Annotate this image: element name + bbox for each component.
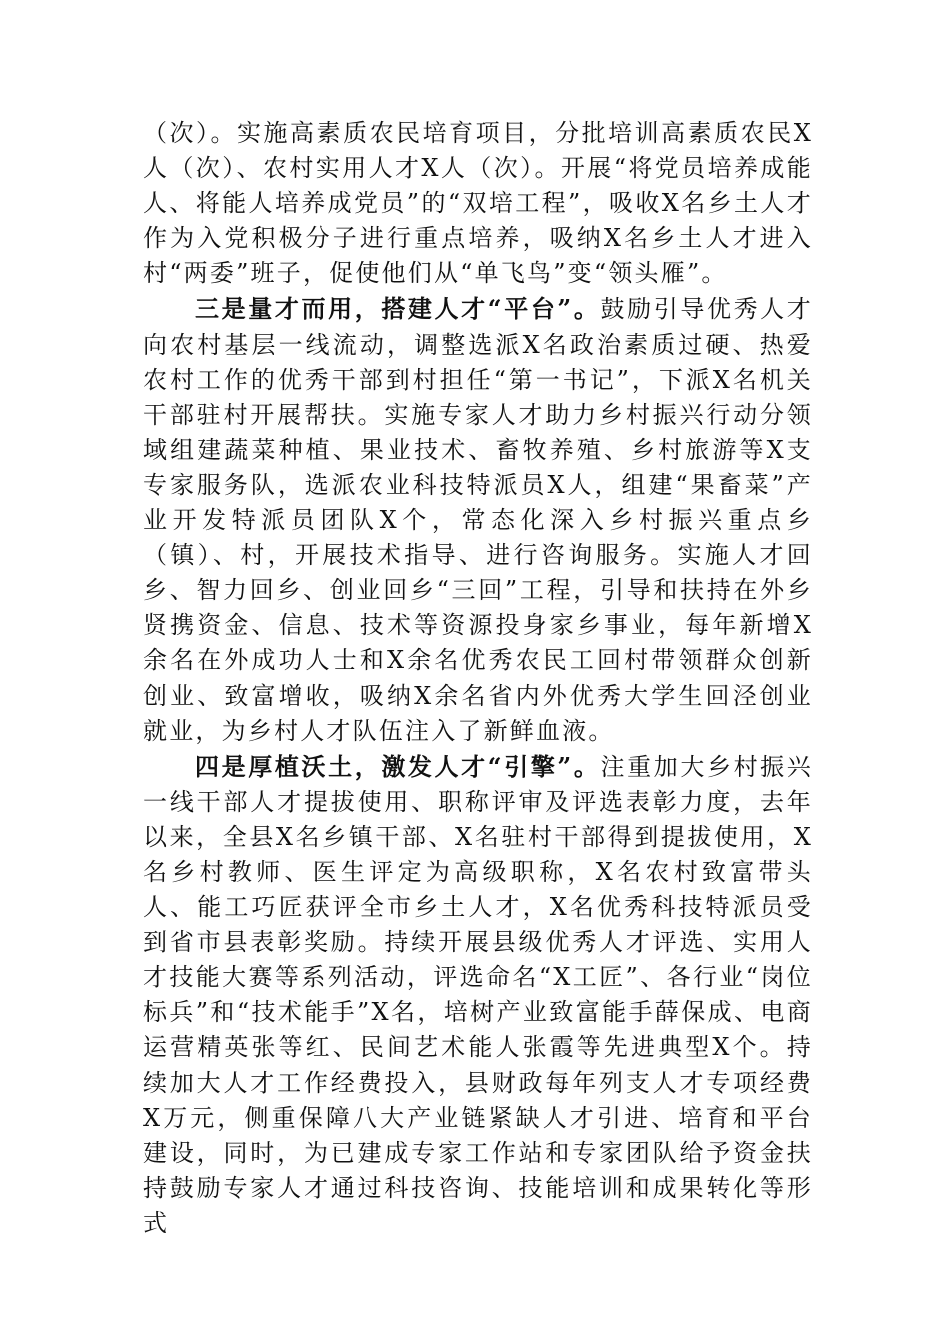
paragraph-3-text: 注重加大乡村振兴一线干部人才提拔使用、职称评审及评选表彰力度，去年以来，全县X名乡镇干部、X名驻村干部得到提拔使用，X名乡村教师、医生评定为高级职称，X名农村致富带头人、能工巧匠获评全市乡土人才，X名优秀科技特派员受到省市县表彰奖励。持续开展县级优秀人才评选、实用人才技能大赛等系列活动，评选命名“X工匠”、各行业“岗位标兵”和“技术能手”X名，培树产业致富能手薛保成、电商运营精英张等红、民间艺术能人张霞等先进典型X个。持续加大人才工作经费投入，县财政每年列支人才专项经费X万元，侧重保障八大产业链紧缺人才引进、培育和平台建设，同时，为已建成专家工作站和专家团队给予资金扶持鼓励专家人才通过科技咨询、技能培训和成果转化等形式	[143, 752, 813, 1237]
document-body	[143, 116, 813, 1241]
paragraph-1-text: （次）。实施高素质农民培育项目，分批培训高素质农民X人（次）、农村实用人才X人（次）。开展“将党员培养成能人、将能人培养成党员”的“双培工程”，吸收X名乡土人才作为入党积极分子进行重点培养，吸纳X名乡土人才进入村“两委”班子，促使他们从“单飞鸟”变“领头雁”。	[143, 119, 813, 288]
paragraph-2	[143, 291, 813, 748]
paragraph-3-heading: 四是厚植沃土，激发人才“引擎”。	[195, 751, 601, 781]
paragraph-1	[143, 116, 813, 291]
paragraph-2-heading: 三是量才而用，搭建人才“平台”。	[195, 294, 601, 324]
paragraph-2-text: 鼓励引导优秀人才向农村基层一线流动，调整选派X名政治素质过硬、热爱农村工作的优秀干部到村担任“第一书记”，下派X名机关干部驻村开展帮扶。实施专家人才助力乡村振兴行动分领域组建蔬菜种植、果业技术、畜牧养殖、乡村旅游等X支专家服务队，选派农业科技特派员X人，组建“果畜菜”产业开发特派员团队X个，常态化深入乡村振兴重点乡（镇）、村，开展技术指导、进行咨询服务。实施人才回乡、智力回乡、创业回乡“三回”工程，引导和扶持在外乡贤携资金、信息、技术等资源投身家乡事业，每年新增X余名在外成功人士和X余名优秀农民工回村带领群众创新创业、致富增收，吸纳X余名省内外优秀大学生回泾创业就业，为乡村人才队伍注入了新鲜血液。	[143, 295, 813, 745]
paragraph-3	[143, 749, 813, 1241]
